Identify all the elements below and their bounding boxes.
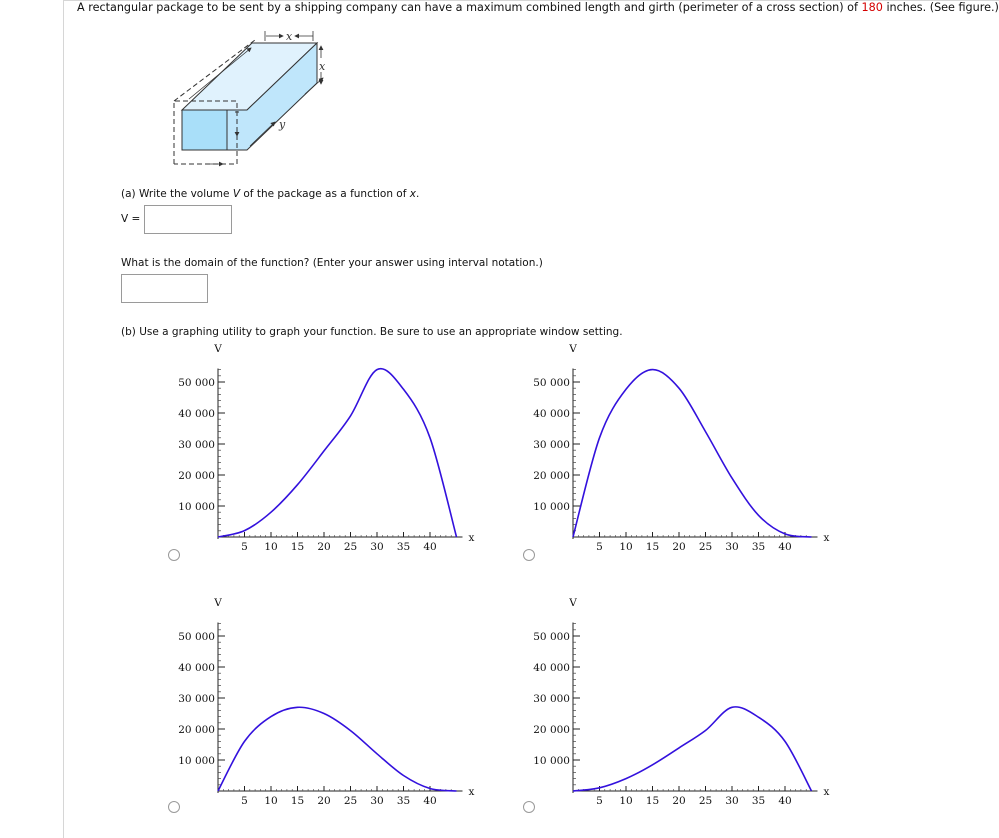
x-tick-label: 30 [370,795,384,807]
y-tick-label: 30 000 [178,693,215,705]
left-border [63,0,64,838]
figure-label-x-top: x [286,30,293,43]
part-a-prompt-suffix: . [415,188,420,200]
x-tick-label: 40 [423,541,437,553]
x-tick-label: 5 [241,795,248,807]
y-tick-label: 20 000 [533,724,570,736]
problem-highlight-value: 180 [861,1,883,14]
x-tick-label: 10 [264,795,278,807]
x-tick-label: 40 [778,541,792,553]
x-axis-label: x [823,532,830,544]
x-tick-label: 30 [725,795,739,807]
y-tick-label: 40 000 [178,408,215,420]
y-tick-label: 10 000 [178,755,215,767]
figure-label-x-side: x [319,60,326,73]
y-tick-label: 50 000 [533,377,570,389]
graph-option-1 [170,340,500,560]
y-tick-label: 10 000 [178,501,215,513]
x-tick-label: 25 [698,795,713,807]
x-tick-label: 25 [698,541,713,553]
y-tick-label: 20 000 [178,470,215,482]
x-tick-label: 35 [396,795,411,807]
x-tick-label: 10 [619,541,633,553]
y-tick-label: 40 000 [533,662,570,674]
volume-curve [573,707,812,791]
domain-prompt: What is the domain of the function? (Enter your answer using interval notation.) [121,257,543,269]
x-tick-label: 40 [423,795,437,807]
volume-curve [218,707,457,791]
y-axis-label: V [214,597,222,609]
x-tick-label: 20 [672,541,686,553]
y-axis-label: V [569,597,577,609]
part-a-prompt [121,188,419,200]
x-tick-label: 20 [317,541,331,553]
problem-text-before: A rectangular package to be sent by a shipping company can have a maximum combined length and girth (perimeter of a cross section) of [77,1,862,14]
part-a-prompt-middle: of the package as a function of [240,188,410,200]
problem-statement [77,1,999,14]
x-tick-label: 35 [751,541,766,553]
x-tick-label: 15 [645,795,660,807]
volume-curve [573,370,812,537]
y-tick-label: 20 000 [533,470,570,482]
domain-answer-input[interactable] [121,274,208,303]
package-figure [165,28,335,168]
part-a-prompt-prefix: (a) Write the volume [121,188,233,200]
x-tick-label: 15 [290,795,305,807]
volume-answer-input[interactable] [144,205,232,234]
x-tick-label: 5 [241,541,248,553]
part-a-prompt-var2: x [409,188,416,200]
x-tick-label: 30 [725,541,739,553]
graph-option-3 [170,594,500,814]
y-tick-label: 50 000 [178,631,215,643]
y-tick-label: 20 000 [178,724,215,736]
x-tick-label: 30 [370,541,384,553]
graph-option-4 [525,594,855,814]
y-tick-label: 10 000 [533,755,570,767]
figure-label-y: y [279,118,286,131]
x-tick-label: 5 [596,795,603,807]
y-tick-label: 50 000 [533,631,570,643]
y-tick-label: 30 000 [533,439,570,451]
x-tick-label: 20 [317,795,331,807]
x-tick-label: 35 [751,795,766,807]
x-tick-label: 25 [343,795,358,807]
y-tick-label: 30 000 [178,439,215,451]
y-tick-label: 40 000 [533,408,570,420]
y-axis-label: V [569,343,577,355]
x-tick-label: 25 [343,541,358,553]
x-axis-label: x [468,532,475,544]
x-axis-label: x [468,786,475,798]
problem-text-after: inches. (See figure.) [882,1,999,14]
x-tick-label: 15 [290,541,305,553]
y-tick-label: 30 000 [533,693,570,705]
x-tick-label: 40 [778,795,792,807]
y-tick-label: 10 000 [533,501,570,513]
x-tick-label: 15 [645,541,660,553]
y-tick-label: 40 000 [178,662,215,674]
x-tick-label: 20 [672,795,686,807]
x-tick-label: 10 [264,541,278,553]
part-a-prompt-var: V [232,188,241,200]
graph-option-2 [525,340,855,560]
x-axis-label: x [823,786,830,798]
volume-curve [218,369,457,537]
part-b-prompt: (b) Use a graphing utility to graph your function. Be sure to use an appropriate window setting. [121,326,623,338]
volume-answer-label: V = [121,213,141,225]
x-tick-label: 5 [596,541,603,553]
y-tick-label: 50 000 [178,377,215,389]
y-axis-label: V [214,343,222,355]
x-tick-label: 35 [396,541,411,553]
x-tick-label: 10 [619,795,633,807]
